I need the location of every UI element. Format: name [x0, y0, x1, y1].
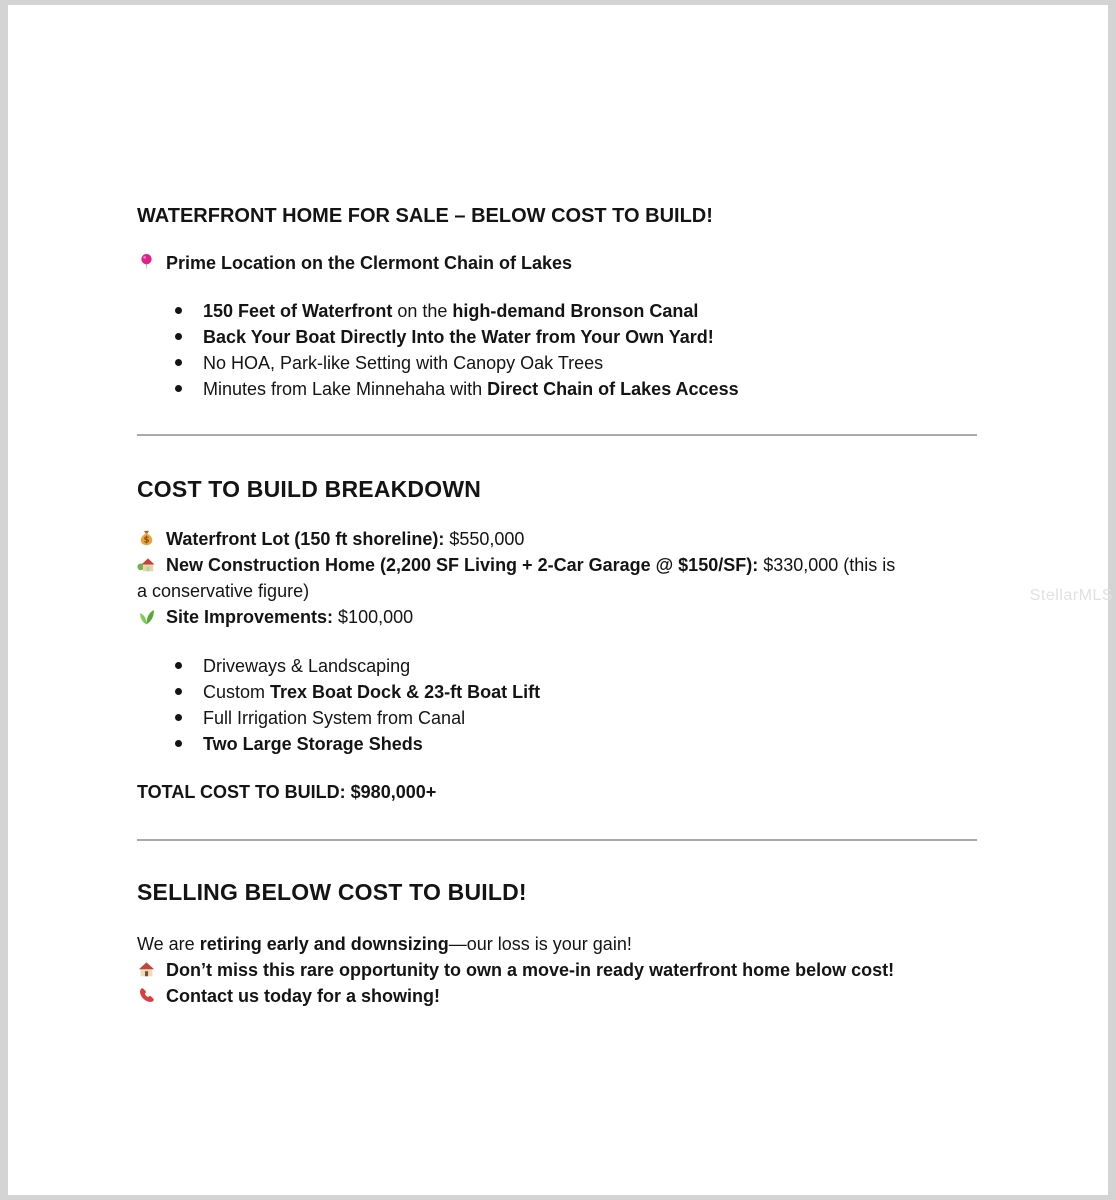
house-with-garden-icon — [137, 555, 156, 574]
bold-text: high-demand Bronson Canal — [452, 301, 699, 321]
text: a conservative figure) — [137, 581, 310, 601]
bold-text: Two Large Storage Sheds — [203, 734, 423, 754]
selling-heading: SELLING BELOW COST TO BUILD! — [137, 879, 527, 905]
herb-icon — [137, 607, 156, 626]
text: —our loss is your gain! — [448, 934, 632, 954]
list-item — [203, 298, 977, 324]
bold-text: Waterfront Lot (150 ft shoreline): — [166, 529, 445, 549]
doc-title: WATERFRONT HOME FOR SALE – BELOW COST TO BUILD! — [137, 205, 713, 227]
list-item — [203, 705, 977, 731]
text-line — [137, 957, 977, 983]
round-pushpin-icon — [137, 253, 156, 272]
text-line — [137, 931, 977, 957]
bold-text: Back Your Boat Directly Into the Water from Your Own Yard! — [203, 327, 714, 347]
bold-text: TOTAL COST TO BUILD: $980,000+ — [137, 782, 437, 802]
cost-breakdown-paragraph — [137, 526, 977, 630]
total-cost-line — [137, 779, 977, 805]
list-item — [203, 376, 977, 402]
text: $330,000 (this is — [758, 555, 896, 575]
text-line — [137, 578, 977, 604]
section-divider — [137, 839, 977, 841]
bold-text: Prime Location on the Clermont Chain of Lakes — [166, 253, 573, 273]
bold-text: Trex Boat Dock & 23-ft Boat Lift — [270, 682, 541, 702]
bold-text: retiring early and downsizing — [199, 934, 449, 954]
list-item — [203, 324, 977, 350]
bold-text: New Construction Home (2,200 SF Living + 2-Car Garage @ $150/SF): — [166, 555, 759, 575]
list-item — [203, 679, 977, 705]
text: Full Irrigation System from Canal — [203, 708, 466, 728]
telephone-receiver-icon — [137, 986, 156, 1005]
bold-text: Site Improvements: — [166, 607, 334, 627]
text-line — [137, 552, 977, 578]
document-page — [8, 5, 1108, 1195]
watermark: StellarMLS — [1029, 587, 1113, 604]
intro-bullet-list — [137, 298, 977, 402]
document-content — [8, 5, 1108, 1009]
text: on the — [392, 301, 453, 321]
house-icon — [137, 960, 156, 979]
location-line — [137, 250, 977, 276]
bold-text: Direct Chain of Lakes Access — [487, 379, 739, 399]
list-item — [203, 653, 977, 679]
text: $550,000 — [444, 529, 525, 549]
section-divider — [137, 434, 977, 436]
svg-text:$: $ — [143, 534, 150, 545]
text: Driveways & Landscaping — [203, 656, 411, 676]
selling-paragraph — [137, 931, 977, 1009]
text: $100,000 — [333, 607, 414, 627]
list-item — [203, 350, 977, 376]
money-bag-icon — [137, 529, 156, 548]
text: We are — [137, 934, 200, 954]
text: Minutes from Lake Minnehaha with — [203, 379, 488, 399]
bold-text: Don’t miss this rare opportunity to own a move-in ready waterfront home below cost! — [166, 960, 895, 980]
bold-text: 150 Feet of Waterfront — [203, 301, 393, 321]
bold-text: Contact us today for a showing! — [166, 986, 441, 1006]
text-line — [137, 983, 977, 1009]
breakdown-bullet-list — [137, 653, 977, 757]
list-item — [203, 731, 977, 757]
text-line — [137, 604, 977, 630]
breakdown-heading: COST TO BUILD BREAKDOWN — [137, 476, 482, 502]
text-line — [137, 526, 977, 552]
text: No HOA, Park-like Setting with Canopy Oak Trees — [203, 353, 604, 373]
text: Custom — [203, 682, 271, 702]
